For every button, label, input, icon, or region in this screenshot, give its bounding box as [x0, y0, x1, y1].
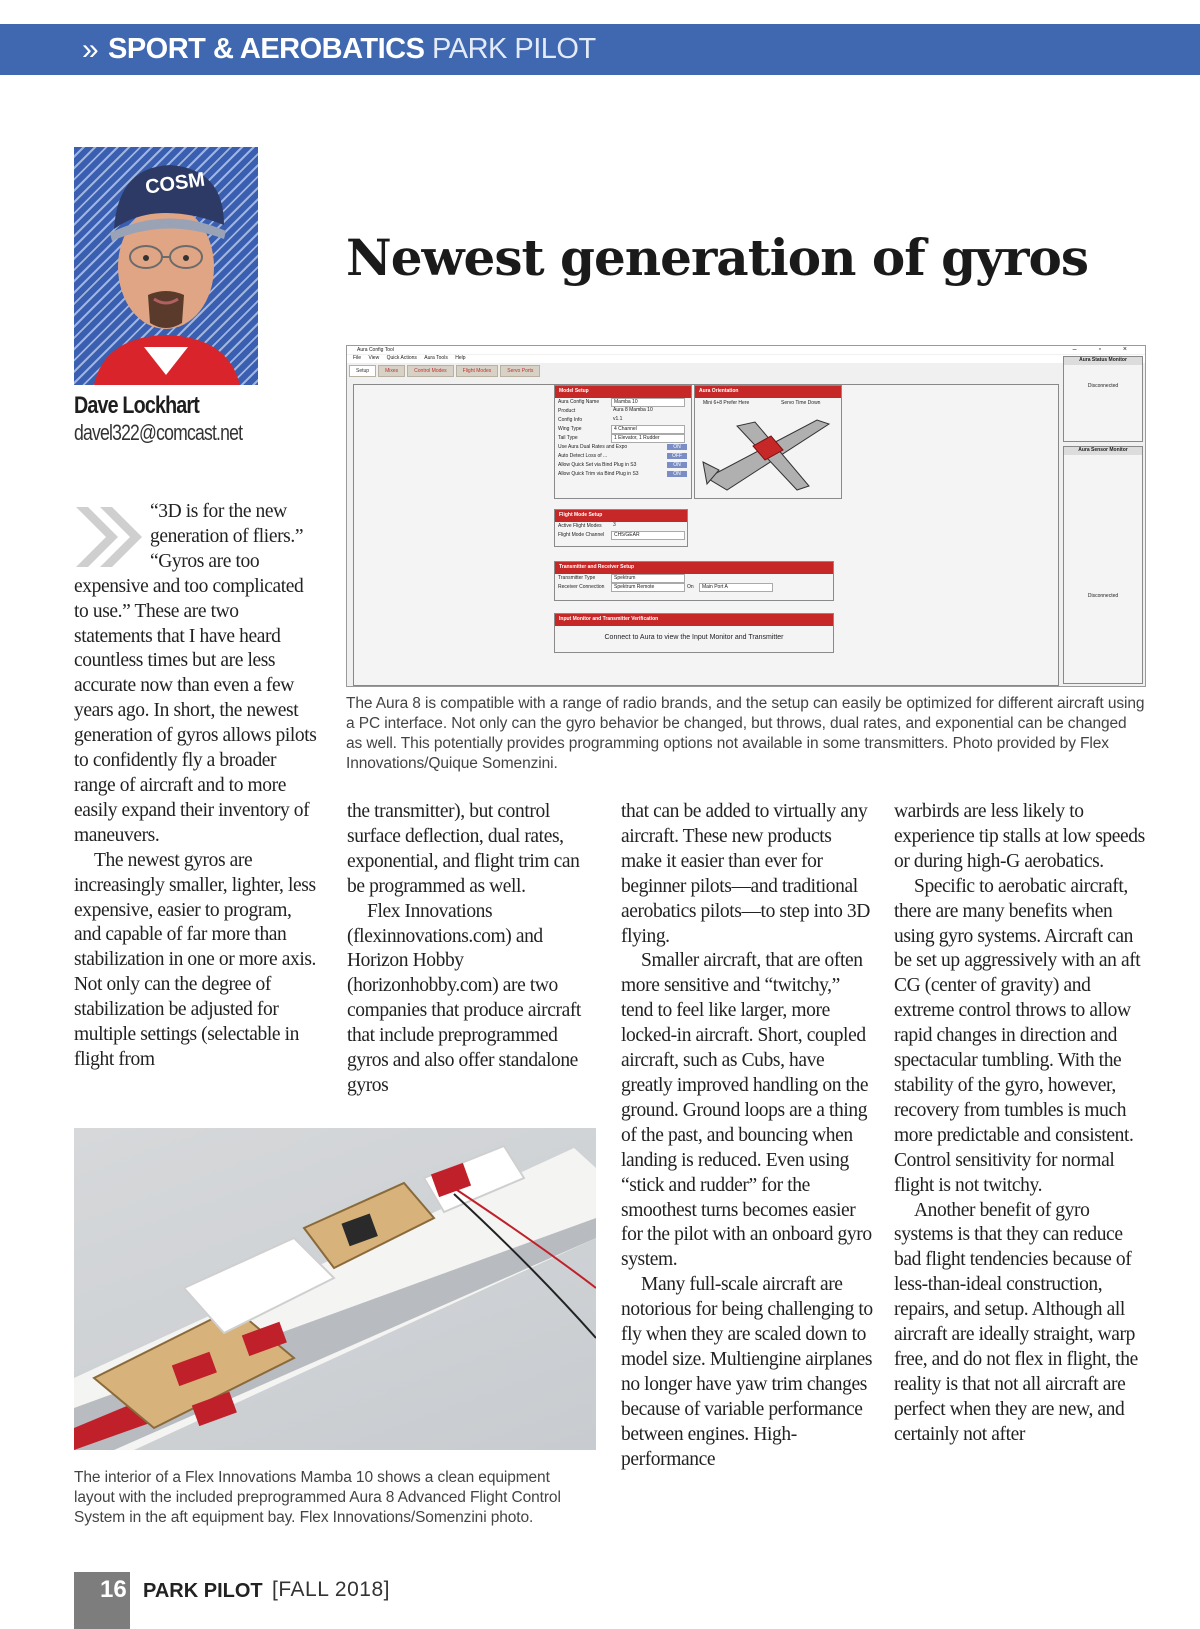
orientation-label-right: Servo Time Down — [781, 400, 821, 406]
flight-mode-setup-panel — [554, 509, 688, 547]
panel-title: Aura Orientation — [695, 386, 841, 398]
caption-top: The Aura 8 is compatible with a range of radio brands, and the setup can easily be optimized for different aircraft using a PC interface. Not only can the gyro behavior be changed, but throws, dual rates, and exponential can be changed as well. This potentially provides programming options not available in some transmitters. Photo provided by Flex Innovations/Quique Somenzini. — [346, 695, 1145, 772]
orientation-label-left: Mini 6+8 Prefer Here — [703, 400, 750, 406]
field-label: Tail Type — [558, 435, 578, 441]
aura-config-screenshot — [346, 345, 1146, 687]
toggle-label: Allow Quick Set via Bind Plug in S3 — [558, 462, 637, 468]
status-monitor-status: Disconnected — [1087, 383, 1119, 389]
field-value: Aura 8 Mamba 10 — [613, 407, 653, 413]
body-paragraph: Smaller aircraft, that are often more sensitive and “twitchy,” tend to feel like larger, more locked-in aircraft. Short, coupled aircraft, such as Cubs, have greatly improved handling on the ground. Ground loops are a thing of the past, and bouncing when landing is reduced. Even using “stick and rudder” for the smoothest turns becomes easier for the pilot with an onboard gyro system. — [621, 950, 872, 1271]
fuselage-interior-photo — [74, 1128, 596, 1450]
transmitter-type-select: Spektrum — [611, 574, 685, 583]
body-paragraph: warbirds are less likely to experience tip stalls at low speeds or during high-G aerobatics. — [894, 801, 1145, 872]
receiver-connection-select: Spektrum Remote — [611, 583, 685, 592]
toggle-label: Use Aura Dual Rates and Expo — [558, 444, 628, 450]
menu-item: View — [368, 355, 380, 361]
toggle-switch: OFF — [667, 453, 687, 459]
body-paragraph: The newest gyros are increasingly smaller, lighter, less expensive, easier to program, and capable of far more than stabilization in one or more axis. Not only can the degree of stabilization be adjusted for multiple settings (selectable in flight from — [74, 849, 317, 1070]
tab-setup: Setup — [349, 365, 376, 377]
issue-label: [FALL 2018] — [272, 1578, 390, 1601]
app-setup-canvas — [353, 384, 1059, 686]
tab-servo-ports: Servo Ports — [500, 365, 540, 377]
input-monitor-message: Connect to Aura to view the Input Monitor and Transmitter — [604, 634, 784, 641]
field-label: Aura Config Name — [558, 399, 600, 405]
on-label: On — [687, 584, 694, 590]
toggle-switch: ON — [667, 471, 687, 477]
main-port-select: Main Port A — [699, 583, 773, 592]
body-paragraph: Another benefit of gyro systems is that they can reduce bad flight tendencies because of less-than-ideal construction, repairs, and setup. Although all aircraft are ideally straight, warp free, and do not flex in flight, the reality is that not all aircraft are perfect when they are new, and certainly not after — [894, 1199, 1138, 1445]
app-titlebar — [347, 346, 1145, 354]
svg-text:COSM: COSM — [143, 168, 207, 199]
author-name: Dave Lockhart — [74, 392, 199, 419]
caption-bottom: The interior of a Flex Innovations Mamba 10 shows a clean equipment layout with the included preprogrammed Aura 8 Advanced Flight Control System in the aft equipment bay. Flex Innovations/Somenzini photo. — [74, 1469, 561, 1526]
column-4 — [894, 800, 1150, 1448]
field-label: Transmitter Type — [558, 575, 596, 581]
dropcap-spacer — [74, 500, 150, 572]
app-menubar — [347, 355, 1145, 363]
field-label: Flight Mode Channel — [558, 532, 605, 538]
section-title-light: PARK PILOT — [432, 33, 596, 65]
body-paragraph: the transmitter), but control surface deflection, dual rates, exponential, and flight trim can be programmed as well. — [347, 801, 580, 897]
body-paragraph: Flex Innovations (flexinnovations.com) and Horizon Hobby (horizonhobby.com) are two companies that produce aircraft that include preprogrammed gyros and also offer standalone gyros — [347, 900, 581, 1096]
panel-title: Flight Mode Setup — [555, 510, 687, 522]
field-label: Config Info — [558, 417, 583, 423]
sensor-monitor-status: Disconnected — [1087, 593, 1119, 599]
toggle-switch: ON — [667, 444, 687, 450]
lead-paragraph — [74, 500, 319, 849]
input-monitor-panel — [554, 613, 834, 653]
model-setup-panel — [554, 385, 692, 499]
status-monitor-title: Aura Status Monitor — [1064, 357, 1142, 365]
sensor-monitor-title: Aura Sensor Monitor — [1064, 447, 1142, 455]
tail-type-select: 1 Elevator, 1 Rudder — [611, 434, 685, 443]
author-email: davel322@comcast.net — [74, 420, 243, 445]
body-paragraph: Many full-scale aircraft are notorious for being challenging to fly when they are scaled down to model size. Multiengine airplanes no longer have yaw trim changes because of variable performance between engines. High-performance — [621, 1274, 873, 1470]
panel-title: Transmitter and Receiver Setup — [555, 562, 833, 574]
toggle-label: Auto Detect Loss of ... — [558, 453, 608, 459]
app-window-title: Aura Config Tool — [357, 347, 394, 353]
toggle-switch: ON — [667, 462, 687, 468]
article-headline: Newest generation of gyros — [346, 228, 1089, 287]
fuselage-illustration — [74, 1128, 596, 1450]
column-3 — [621, 800, 876, 1472]
double-chevron-icon: » — [82, 33, 99, 66]
field-value: 3 — [613, 522, 616, 528]
page-number: 16 — [100, 1576, 127, 1603]
section-title-bold: SPORT & AEROBATICS — [108, 33, 425, 65]
toggle-label: Allow Quick Trim via Bind Plug in S3 — [558, 471, 639, 477]
field-label: Receiver Connection — [558, 584, 605, 590]
aura-orientation-panel — [694, 385, 842, 499]
column-1 — [74, 500, 319, 1073]
sensor-monitor-panel — [1063, 446, 1143, 684]
flight-mode-channel-select: CH5/GEAR — [611, 531, 685, 540]
window-buttons: – ▫ × — [1072, 346, 1137, 353]
menu-item: Aura Tools — [424, 355, 448, 361]
menu-item: Help — [455, 355, 466, 361]
magazine-name: PARK PILOT — [143, 1580, 263, 1602]
wing-type-select: 4 Channel — [611, 425, 685, 434]
tx-rx-setup-panel — [554, 561, 834, 601]
author-portrait-illustration — [74, 147, 258, 385]
airplane-orientation-icon — [697, 400, 839, 496]
section-header — [0, 24, 1200, 75]
body-paragraph: that can be added to virtually any aircraft. These new products make it easier than ever for beginner pilots—and traditional aerobatics pilots—to step into 3D flying. — [621, 801, 870, 947]
panel-title: Input Monitor and Transmitter Verification — [555, 614, 833, 626]
field-value: v1.1 — [613, 416, 623, 422]
field-label: Wing Type — [558, 426, 582, 432]
menu-item: File — [353, 355, 362, 361]
tab-flight-modes: Flight Modes — [456, 365, 499, 377]
status-monitor-panel — [1063, 356, 1143, 442]
menu-item: Quick Actions — [386, 355, 417, 361]
app-tabs — [349, 365, 542, 375]
field-label: Active Flight Modes — [558, 523, 602, 529]
body-paragraph: Specific to aerobatic aircraft, there are many benefits when using gyro systems. Aircraft can be set up aggressively with an aft CG (center of gravity) and extreme control throws to allow rapid changes in direction and spectacular tumbling. With the stability of the gyro, however, recovery from tumbles is much more predictable and consistent. Control sensitivity for normal flight is not twitchy. — [894, 875, 1141, 1196]
column-2 — [347, 800, 597, 1099]
author-photo — [74, 147, 258, 385]
section-title — [108, 24, 596, 75]
panel-title: Model Setup — [555, 386, 691, 398]
tab-control-modes: Control Modes — [407, 365, 454, 377]
lead-paragraph-text: “3D is for the new generation of fliers.” “Gyros are too expensive and too complicated to use.” These are two statements that I have heard countless times but are less accurate now than even a few years ago. In short, the newest generation of gyros allows pilots to confidently fly a broader range of aircraft and to more easily expand their inventory of maneuvers. — [74, 501, 317, 846]
tab-mixes: Mixes — [378, 365, 405, 377]
field-label: Product — [558, 408, 576, 414]
config-name-input: Mamba 10 — [611, 398, 685, 407]
